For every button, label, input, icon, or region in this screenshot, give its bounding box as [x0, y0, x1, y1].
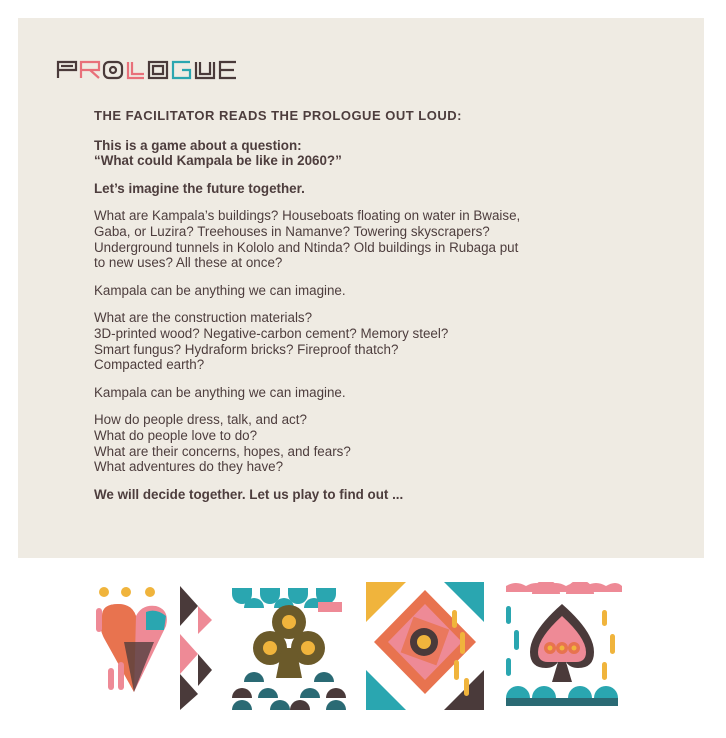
text-line: Compacted earth? [94, 357, 205, 373]
section-heading: THE FACILITATOR READS THE PROLOGUE OUT LOUD: [94, 108, 462, 123]
text-line: Smart fungus? Hydraform bricks? Fireproof thatch? [94, 341, 399, 357]
text-line: Gaba, or Luzira? Treehouses in Namanve? Towering skyscrapers? [94, 223, 490, 239]
closing-line: We will decide together. Let us play to find out ... [94, 486, 404, 502]
text-line: What are the construction materials? [94, 310, 313, 326]
text-line: 3D-printed wood? Negative-carbon cement? Memory steel? [94, 325, 449, 341]
diamond-card [366, 582, 484, 710]
refrain: Kampala can be anything we can imagine. [94, 282, 346, 298]
text-line: What do people love to do? [94, 427, 258, 443]
intro-paragraph [94, 138, 614, 169]
text-line: What are Kampala’s buildings? Houseboats floating on water in Bwaise, [94, 208, 521, 224]
buildings-paragraph [94, 208, 614, 270]
prologue-panel [18, 18, 704, 558]
heart-icon [94, 582, 212, 710]
heart-card [94, 582, 212, 710]
prologue-text [94, 108, 614, 514]
imagine-together: Let’s imagine the future together. [94, 180, 305, 196]
spade-icon [502, 582, 624, 710]
spade-card [502, 582, 620, 710]
text-line: How do people dress, talk, and act? [94, 412, 307, 428]
intro-line: This is a game about a question: [94, 137, 302, 153]
text-line: What are their concerns, hopes, and fears? [94, 443, 351, 459]
club-card [230, 582, 348, 710]
people-paragraph [94, 412, 614, 474]
text-line: to new uses? All these at once? [94, 255, 283, 271]
text-line: Underground tunnels in Kololo and Ntinda? Old buildings in Rubaga put [94, 239, 519, 255]
refrain: Kampala can be anything we can imagine. [94, 384, 346, 400]
prologue-logo [56, 58, 240, 82]
text-line: What adventures do they have? [94, 459, 284, 475]
intro-question: “What could Kampala be like in 2060?” [94, 153, 342, 169]
suit-cards [94, 582, 634, 712]
materials-paragraph [94, 310, 614, 372]
diamond-icon [366, 582, 484, 710]
club-icon [230, 582, 348, 710]
